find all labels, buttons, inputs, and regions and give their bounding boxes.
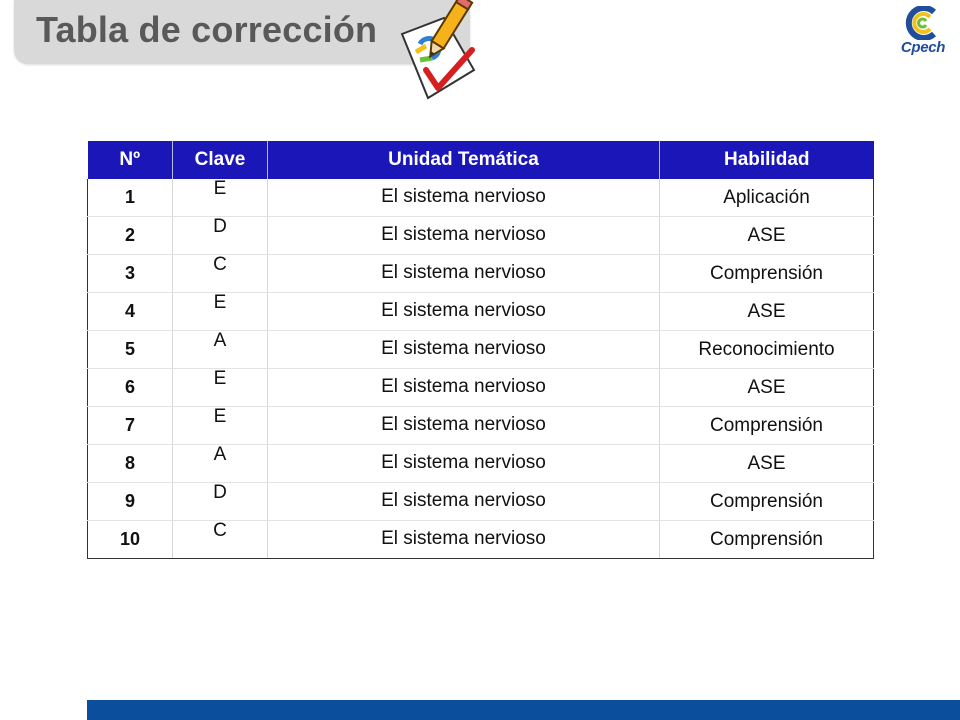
table-row xyxy=(88,255,874,293)
cell-habilidad: Comprensión xyxy=(660,255,874,293)
table-row xyxy=(88,293,874,331)
cell-clave xyxy=(173,217,268,255)
cell-clave xyxy=(173,521,268,559)
cell-num: 7 xyxy=(88,407,173,445)
unidad-value: El sistema nervioso xyxy=(381,375,546,397)
cell-num: 6 xyxy=(88,369,173,407)
unidad-value: El sistema nervioso xyxy=(381,185,546,207)
clave-value: D xyxy=(213,215,227,237)
cell-num: 4 xyxy=(88,293,173,331)
cell-num: 8 xyxy=(88,445,173,483)
cell-unidad xyxy=(268,331,660,369)
table-row xyxy=(88,331,874,369)
unidad-value: El sistema nervioso xyxy=(381,413,546,435)
header-clave: Clave xyxy=(173,141,268,179)
unidad-value: El sistema nervioso xyxy=(381,527,546,549)
cell-habilidad: ASE xyxy=(660,217,874,255)
cell-clave xyxy=(173,369,268,407)
cell-unidad xyxy=(268,179,660,217)
clave-value: E xyxy=(213,177,227,199)
cell-habilidad: Comprensión xyxy=(660,521,874,559)
cell-num: 5 xyxy=(88,331,173,369)
table-row xyxy=(88,217,874,255)
cell-unidad xyxy=(268,293,660,331)
cell-habilidad: Comprensión xyxy=(660,483,874,521)
correction-table xyxy=(87,141,874,559)
header-habilidad: Habilidad xyxy=(660,141,874,179)
cell-clave xyxy=(173,407,268,445)
clave-value: A xyxy=(213,443,227,465)
cell-unidad xyxy=(268,407,660,445)
cell-unidad xyxy=(268,521,660,559)
cell-habilidad: ASE xyxy=(660,369,874,407)
cell-num: 1 xyxy=(88,179,173,217)
cell-unidad xyxy=(268,369,660,407)
clave-value: E xyxy=(213,367,227,389)
unidad-value: El sistema nervioso xyxy=(381,261,546,283)
logo-text: Cpech xyxy=(900,39,946,56)
clave-value: A xyxy=(213,329,227,351)
cell-num: 9 xyxy=(88,483,173,521)
unidad-value: El sistema nervioso xyxy=(381,299,546,321)
table-row xyxy=(88,483,874,521)
unidad-value: El sistema nervioso xyxy=(381,489,546,511)
cell-unidad xyxy=(268,483,660,521)
cell-unidad xyxy=(268,255,660,293)
unidad-value: El sistema nervioso xyxy=(381,451,546,473)
cell-habilidad: ASE xyxy=(660,445,874,483)
clave-value: E xyxy=(213,405,227,427)
cpech-logo-icon xyxy=(904,6,940,40)
cell-habilidad: Reconocimiento xyxy=(660,331,874,369)
table-row xyxy=(88,521,874,559)
bottom-band xyxy=(87,700,960,720)
header-unidad: Unidad Temática xyxy=(268,141,660,179)
table-row xyxy=(88,407,874,445)
page-title: Tabla de corrección xyxy=(36,9,378,50)
clave-value: C xyxy=(213,519,227,541)
cell-num: 2 xyxy=(88,217,173,255)
cell-unidad xyxy=(268,445,660,483)
cell-habilidad: Aplicación xyxy=(660,179,874,217)
table-row xyxy=(88,179,874,217)
cell-num: 10 xyxy=(88,521,173,559)
unidad-value: El sistema nervioso xyxy=(381,223,546,245)
cell-clave xyxy=(173,179,268,217)
cell-num: 3 xyxy=(88,255,173,293)
header-num: Nº xyxy=(88,141,173,179)
table-row xyxy=(88,369,874,407)
clave-value: C xyxy=(213,253,227,275)
cell-habilidad: ASE xyxy=(660,293,874,331)
cell-unidad xyxy=(268,217,660,255)
cell-clave xyxy=(173,483,268,521)
cell-clave xyxy=(173,293,268,331)
cpech-logo xyxy=(894,6,952,62)
pencil-checkmark-icon xyxy=(398,0,478,104)
unidad-value: El sistema nervioso xyxy=(381,337,546,359)
cell-clave xyxy=(173,445,268,483)
cell-habilidad: Comprensión xyxy=(660,407,874,445)
clave-value: E xyxy=(213,291,227,313)
cell-clave xyxy=(173,255,268,293)
table-row xyxy=(88,445,874,483)
clave-value: D xyxy=(213,481,227,503)
table-header-row xyxy=(88,141,874,179)
cell-clave xyxy=(173,331,268,369)
